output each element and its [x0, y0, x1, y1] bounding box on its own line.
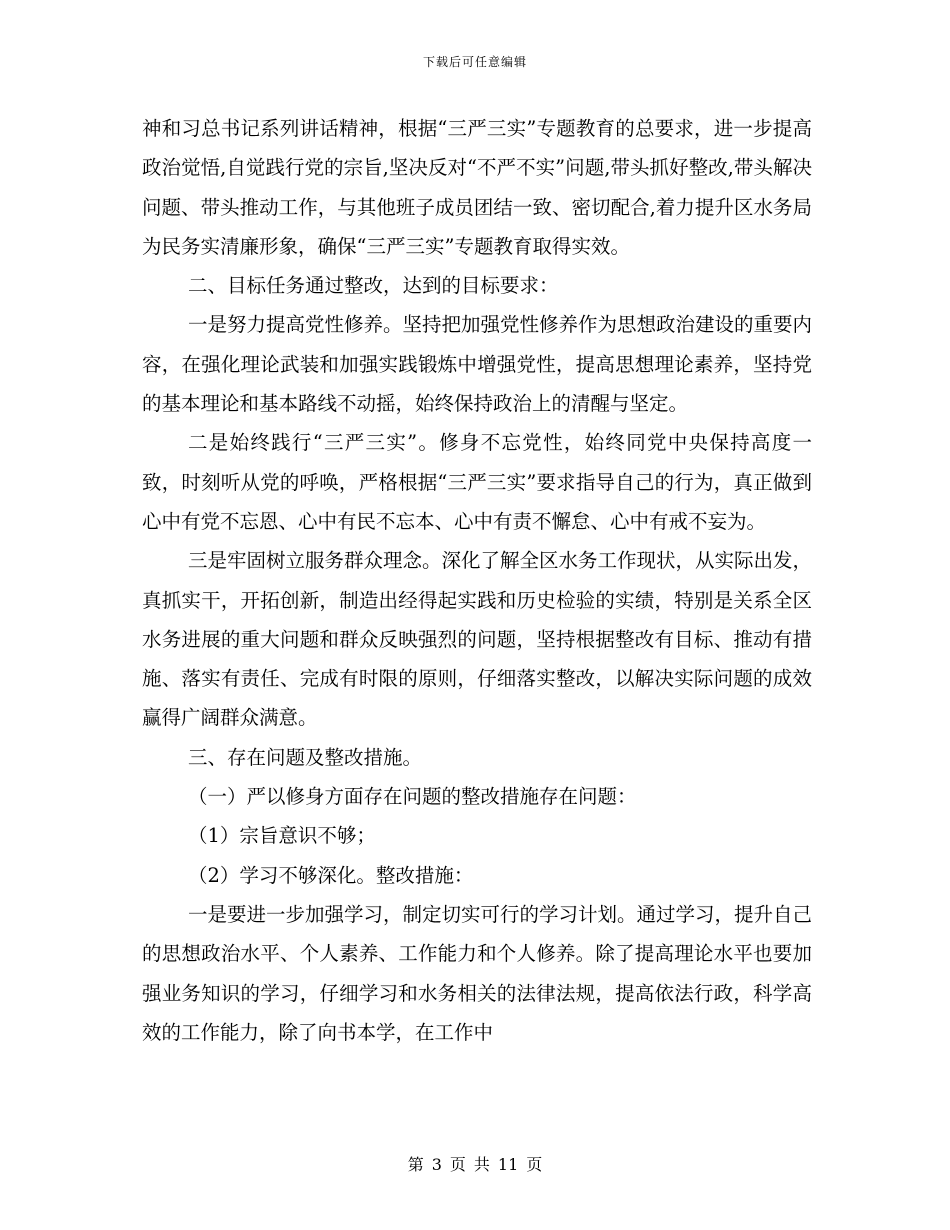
- paragraph-9: （2）学习不够深化。整改措施：: [188, 863, 474, 887]
- paragraph-6: 三、存在问题及整改措施。: [188, 745, 423, 769]
- footer-label-total: 共: [473, 1155, 490, 1174]
- paragraph-3: 一是努力提高党性修养。坚持把加强党性修养作为思想政治建设的重要内容，在强化理论武装和加强实践锻炼中增强党性，提高思想理论素养，坚持党的基本理论和基本路线不动摇，始终保持政治上的清醒与坚定。: [142, 313, 813, 416]
- footer-label-total-unit: 页: [526, 1155, 543, 1174]
- paragraph-5: 三是牢固树立服务群众理念。深化了解全区水务工作现状，从实际出发，真抓实干，开拓创新，制造出经得起实践和历史检验的实绩，特别是关系全区水务进展的重大问题和群众反映强烈的问题，坚持根据整改有目标、推动有措施、落实有责任、完成有时限的原则，仔细落实整改，以解决实际问题的成效赢得广阔群众满意。: [142, 549, 813, 730]
- footer-page-number: 3: [431, 1155, 442, 1174]
- page-footer: [0, 1155, 950, 1175]
- paragraph-4: 二是始终践行“三严三实”。修身不忘党性，始终同党中央保持高度一致，时刻听从党的呼唤，严格根据“三严三实”要求指导自己的行为，真正做到心中有党不忘恩、心中有民不忘本、心中有责不懈怠、心中有戒不妄为。: [142, 431, 812, 533]
- paragraph-10: 一是要进一步加强学习，制定切实可行的学习计划。通过学习，提升自己的思想政治水平、个人素养、工作能力和个人修养。除了提高理论水平也要加强业务知识的学习，仔细学习和水务相关的法律法规，提高依法行政，科学高效的工作能力，除了向书本学，在工作中: [142, 902, 813, 1044]
- page-header: 下载后可任意编辑: [422, 55, 527, 69]
- document-body: [142, 109, 812, 1052]
- paragraph-1: 神和习总书记系列讲话精神，根据“三严三实”专题教育的总要求，进一步提高政治觉悟,自觉践行党的宗旨,坚决反对“不严不实”问题,带头抓好整改,带头解决问题、带头推动工作，与其他班子成员团结一致、密切配合,着力提升区水务局为民务实清廉形象，确保“三严三实”专题教育取得实效。: [142, 117, 812, 258]
- footer-label-page: 第: [407, 1155, 424, 1174]
- footer-label-page-unit: 页: [449, 1155, 466, 1174]
- paragraph-8: （1）宗旨意识不够；: [188, 824, 376, 848]
- paragraph-2: 二、目标任务通过整改，达到的目标要求：: [188, 274, 559, 298]
- footer-total-pages: 11: [497, 1155, 519, 1174]
- paragraph-7: （一）严以修身方面存在问题的整改措施存在问题：: [188, 785, 637, 809]
